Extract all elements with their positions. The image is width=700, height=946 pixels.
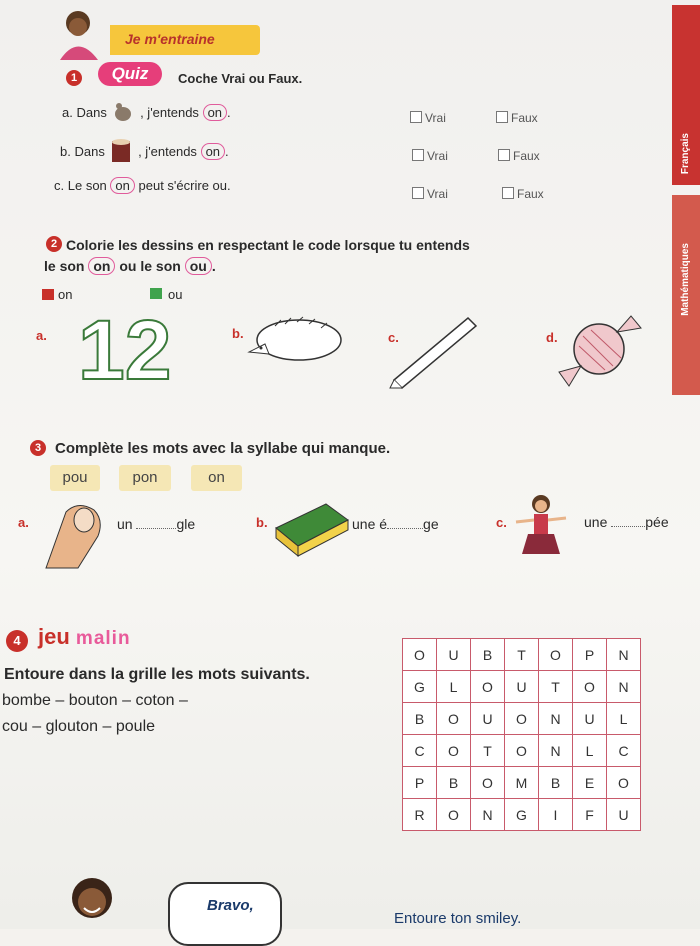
quiz-item-c — [54, 178, 231, 193]
grid-cell[interactable]: B — [471, 639, 505, 671]
exercise-2-instruction-line2: le son on ou le son ou . — [44, 258, 216, 274]
grid-cell[interactable]: O — [437, 799, 471, 831]
ex3-label-a: a. — [18, 515, 29, 530]
grid-cell[interactable]: U — [573, 703, 607, 735]
drawing-label-a: a. — [36, 328, 47, 343]
boy-mascot-icon — [60, 872, 126, 929]
ex3-label-b: b. — [256, 515, 268, 530]
hedgehog-icon[interactable] — [245, 314, 343, 364]
grid-cell[interactable]: I — [539, 799, 573, 831]
grid-cell[interactable]: P — [573, 639, 607, 671]
exercise-3-instruction: Complète les mots avec la syllabe qui manque. — [55, 440, 391, 457]
fill-blank-b[interactable] — [387, 528, 423, 529]
girl-mascot-icon — [50, 5, 110, 60]
exercise-2-instruction: Colorie les dessins en respectant le code lorsque tu entends — [66, 237, 470, 253]
grid-cell[interactable]: N — [607, 639, 641, 671]
legend-ou-swatch — [150, 288, 162, 299]
quiz-item-text: , j'entends — [138, 144, 197, 159]
grid-cell[interactable]: F — [573, 799, 607, 831]
syllable-on[interactable]: on — [191, 465, 242, 491]
grid-cell[interactable]: C — [403, 735, 437, 767]
grid-cell[interactable]: U — [607, 799, 641, 831]
grid-row — [403, 767, 641, 799]
grid-cell[interactable]: O — [403, 639, 437, 671]
drawing-label-c: c. — [388, 330, 399, 345]
grid-cell[interactable]: M — [505, 767, 539, 799]
vrai-checkbox-a[interactable]: Vrai — [410, 111, 446, 125]
speech-bubble — [168, 882, 282, 946]
mouse-icon — [110, 100, 136, 122]
grid-row — [403, 703, 641, 735]
tab-francais[interactable] — [672, 5, 700, 185]
grid-cell[interactable]: O — [573, 671, 607, 703]
doll-icon — [512, 492, 570, 570]
grid-row — [403, 671, 641, 703]
smiley-instruction: Entoure ton smiley. — [394, 910, 522, 927]
grid-cell[interactable]: O — [437, 735, 471, 767]
exercise-3-number: 3 — [30, 440, 46, 456]
faux-checkbox-a[interactable]: Faux — [496, 111, 538, 125]
grid-cell[interactable]: O — [437, 703, 471, 735]
exercise-2-number: 2 — [46, 236, 62, 252]
grid-cell[interactable]: E — [573, 767, 607, 799]
grid-cell[interactable]: T — [471, 735, 505, 767]
syllable-pon[interactable]: pon — [119, 465, 171, 491]
quiz-item-text: Le son — [67, 178, 107, 193]
exercise-1-instruction: Coche Vrai ou Faux. — [178, 71, 303, 86]
vrai-checkbox-c[interactable]: Vrai — [412, 187, 448, 201]
grid-cell[interactable]: L — [573, 735, 607, 767]
grid-cell[interactable]: L — [437, 671, 471, 703]
grid-cell[interactable]: N — [607, 671, 641, 703]
grid-cell[interactable]: U — [471, 703, 505, 735]
grid-cell[interactable]: G — [505, 799, 539, 831]
grid-cell[interactable]: T — [505, 639, 539, 671]
grid-cell[interactable]: B — [539, 767, 573, 799]
legend-on-label: on — [58, 287, 73, 302]
sound-circled: on — [110, 177, 134, 194]
page-title: Je m'entraine — [125, 31, 215, 47]
quiz-item-letter: a. — [62, 105, 73, 120]
grid-cell[interactable]: O — [539, 639, 573, 671]
grid-cell[interactable]: U — [437, 639, 471, 671]
quiz-logo: Quiz — [98, 62, 162, 86]
tab-maths-label: Mathématiques — [680, 243, 691, 316]
fingernail-icon — [38, 500, 106, 570]
fill-blank-a[interactable] — [136, 528, 176, 529]
quiz-item-text: Dans — [76, 105, 107, 120]
exercise-1-number: 1 — [66, 70, 82, 86]
grid-cell[interactable]: O — [607, 767, 641, 799]
faux-checkbox-c[interactable]: Faux — [502, 187, 544, 201]
grid-cell[interactable]: O — [505, 703, 539, 735]
exercise-4-instruction: Entoure dans la grille les mots suivants. — [4, 666, 310, 683]
grid-cell[interactable]: O — [505, 735, 539, 767]
legend-ou-label: ou — [168, 287, 183, 302]
grid-cell[interactable]: N — [539, 735, 573, 767]
ex3-word-c: une pée — [584, 514, 669, 530]
tab-mathematiques[interactable] — [672, 195, 700, 395]
ex3-label-c: c. — [496, 515, 507, 530]
ex3-word-b: une é ge — [352, 516, 439, 532]
drawing-label-b: b. — [232, 326, 244, 341]
sound-circled: on — [203, 104, 227, 121]
tab-francais-label: Français — [680, 133, 691, 175]
pencil-icon[interactable] — [388, 310, 483, 390]
candy-icon[interactable] — [553, 308, 645, 390]
grid-cell[interactable]: L — [607, 703, 641, 735]
grid-cell[interactable]: P — [403, 767, 437, 799]
quiz-item-text: Dans — [74, 144, 105, 159]
grid-row — [403, 735, 641, 767]
quiz-item-letter: c. — [54, 178, 65, 193]
quiz-item-a: a. Dans , j'entends on . — [62, 100, 231, 122]
exercise-4-number: 4 — [6, 630, 28, 652]
grid-row — [403, 799, 641, 831]
sponge-icon — [272, 498, 350, 558]
grid-row — [403, 639, 641, 671]
ex3-word-a: un gle — [117, 516, 196, 532]
grid-cell[interactable]: C — [607, 735, 641, 767]
legend-on-swatch — [42, 289, 54, 300]
jeu-malin-logo: jeu malin — [38, 624, 131, 649]
grid-cell[interactable]: T — [539, 671, 573, 703]
word-list-line-2: cou – glouton – poule — [2, 718, 156, 735]
grid-cell[interactable]: O — [471, 671, 505, 703]
sound-circled: on — [201, 143, 225, 160]
quiz-item-b: b. Dans , j'entends on . — [60, 138, 229, 164]
sound-ou-circled: ou — [185, 257, 212, 275]
fill-blank-c[interactable] — [611, 526, 645, 527]
drawing-label-d: d. — [546, 330, 558, 345]
grid-cell[interactable]: B — [437, 767, 471, 799]
drum-icon — [108, 138, 134, 164]
grid-cell[interactable]: N — [471, 799, 505, 831]
grid-cell[interactable]: G — [403, 671, 437, 703]
vrai-checkbox-b[interactable]: Vrai — [412, 149, 448, 163]
word-search-grid[interactable] — [402, 638, 641, 831]
quiz-item-text: , j'entends — [140, 105, 199, 120]
bravo-text: Bravo, — [207, 897, 254, 914]
grid-cell[interactable]: R — [403, 799, 437, 831]
grid-cell[interactable]: B — [403, 703, 437, 735]
faux-checkbox-b[interactable]: Faux — [498, 149, 540, 163]
quiz-item-letter: b. — [60, 144, 71, 159]
grid-cell[interactable]: O — [471, 767, 505, 799]
word-list-line-1: bombe – bouton – coton – — [2, 692, 188, 709]
number-twelve-drawing[interactable]: 12 — [78, 303, 172, 397]
grid-cell[interactable]: U — [505, 671, 539, 703]
syllable-pou[interactable]: pou — [50, 465, 100, 491]
quiz-item-text: peut s'écrire ou. — [138, 178, 231, 193]
sound-on-circled: on — [88, 257, 115, 275]
grid-cell[interactable]: N — [539, 703, 573, 735]
